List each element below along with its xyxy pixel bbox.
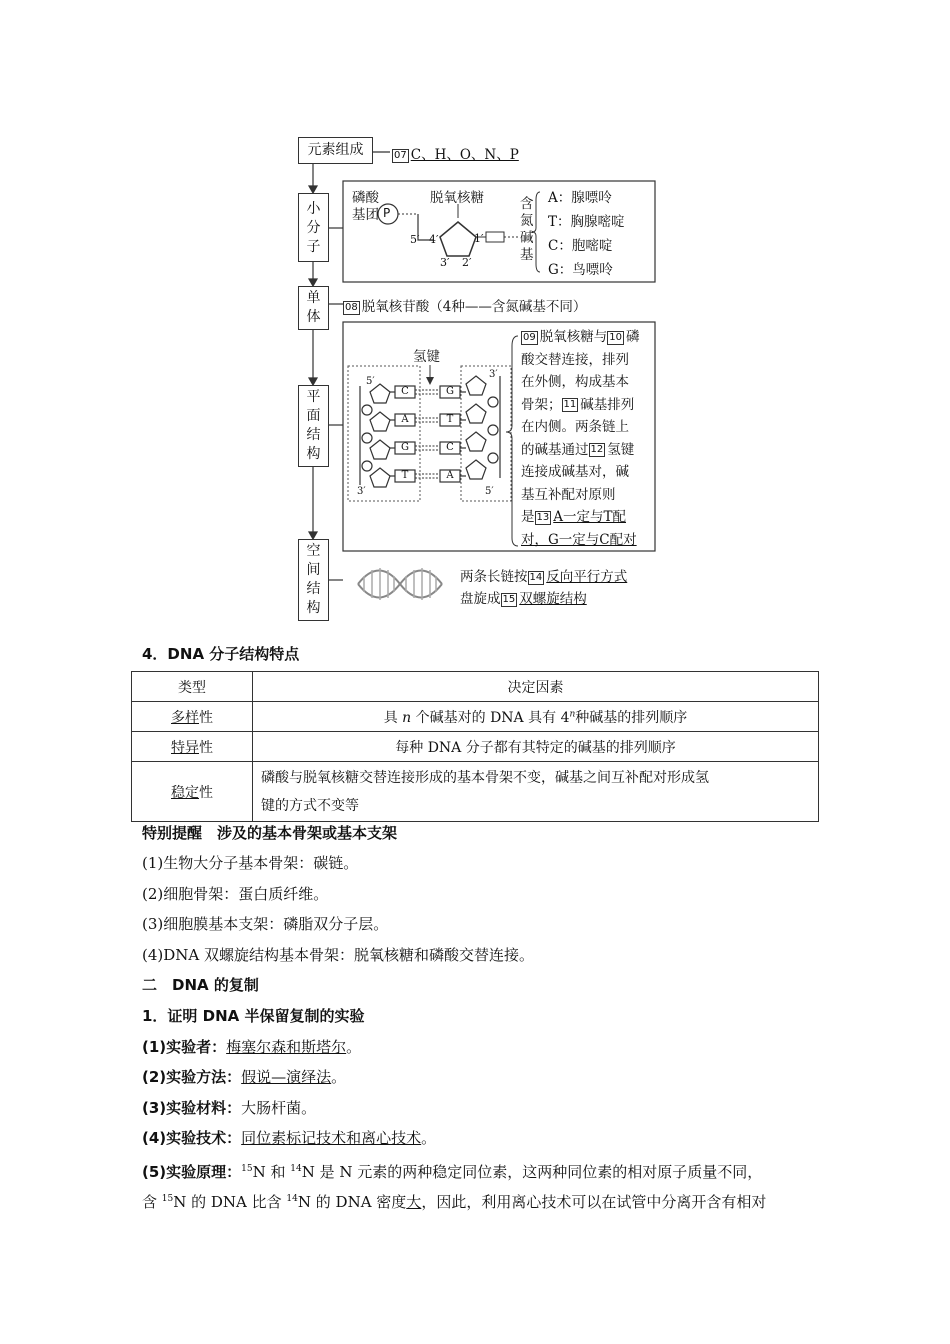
node-spatial-structure: 空 间 结 构: [298, 539, 329, 621]
node-small-molecule: 小 分 子: [298, 193, 329, 262]
note-item: (2)细胞骨架：蛋白质纤维。: [142, 885, 329, 903]
label-3prime: 3′: [440, 256, 450, 269]
note-item: (4)DNA 双螺旋结构基本骨架：脱氧核糖和磷酸交替连接。: [142, 946, 535, 964]
strand-right-5prime: 5′: [485, 486, 494, 497]
label-4prime: 4′: [429, 233, 439, 246]
section2-title: 二 DNA 的复制: [142, 976, 259, 994]
label-2prime: 2′: [462, 256, 472, 269]
base-list: A：腺嘌呤 T：胸腺嘧啶 C：胞嘧啶 G：鸟嘌呤: [548, 190, 625, 278]
item-principle: (5)实验原理：$^{15}$N 和 $^{14}$N 是 N 元素的两种稳定同位素，这两种同位素的相对原子质量不同，: [142, 1163, 763, 1181]
note-item: (3)细胞膜基本支架：磷脂双分子层。: [142, 915, 389, 933]
concept-diagram-lines: [0, 0, 950, 640]
header-type: 类型: [132, 672, 253, 702]
node-monomer: 单 体: [298, 286, 329, 330]
note-item: (1)生物大分子基本骨架：碳链。: [142, 854, 359, 872]
phosphate-label: 磷酸 基团: [352, 190, 379, 223]
table-row: 多样性 具 n 个碱基对的 DNA 具有 4$^n$种碱基的排列顺序: [132, 702, 819, 732]
phosphate-symbol: P: [383, 206, 391, 220]
item-experimenter: (1)实验者：梅塞尔森和斯塔尔。: [142, 1038, 362, 1056]
item-technique: (4)实验技术：同位素标记技术和离心技术。: [142, 1129, 437, 1147]
nitrogen-base-label: 含 氮 碱 基: [520, 196, 534, 263]
hydrogen-bond-label: 氢键: [413, 349, 440, 365]
left-base-column: C A G T: [401, 386, 409, 481]
item-method: (2)实验方法：假说—演绎法。: [142, 1068, 347, 1086]
monomer-text: 08 脱氧核苷酸（4种——含氮碱基不同）: [345, 299, 587, 315]
item-principle-cont: 含 $^{15}$N 的 DNA 比含 $^{14}$N 的 DNA 密度大，因此，利用离心技术可以在试管中分离开含有相对: [142, 1193, 767, 1211]
label-5prime: 5′: [410, 233, 420, 246]
header-factor: 决定因素: [253, 672, 819, 702]
table-header-row: [132, 672, 819, 702]
sub1-title: 1．证明 DNA 半保留复制的实验: [142, 1007, 365, 1025]
table-row: 稳定性 磷酸与脱氧核糖交替连接形成的基本骨架不变，碱基之间互补配对形成氢 键的方式不变等: [132, 762, 819, 822]
note-title: 特别提醒 涉及的基本骨架或基本支架: [142, 824, 398, 842]
sugar-label: 脱氧核糖: [430, 190, 484, 206]
spatial-description: 两条长链按 14 反向平行方式 盘旋成 15 双螺旋结构: [460, 569, 628, 607]
item-material: (3)实验材料：大肠杆菌。: [142, 1099, 317, 1117]
right-base-column: G T C A: [446, 386, 454, 481]
strand-right-3prime: 3′: [489, 369, 498, 380]
node-planar-structure: 平 面 结 构: [298, 385, 329, 467]
table-row: 特异性 每种 DNA 分子都有其特定的碱基的排列顺序: [132, 732, 819, 762]
node-element-composition: 元素组成: [298, 137, 373, 164]
elements-text: 07 C、H、O、N、P: [394, 147, 519, 163]
double-helix-icon: [358, 568, 442, 600]
marker-07: 07: [394, 149, 407, 161]
planar-description: 09 脱氧核糖与 10 磷 酸交替连接，排列 在外侧，构成基本 骨架； 11 碱基排列 在内侧。两条链上 的碱基通过 12 氢键 连接成碱基对，碱 基互补配对原则 是 13 A一定与T配 对，G一定与C配对: [521, 329, 640, 548]
strand-left-3prime: 3′: [357, 486, 366, 497]
section4-title: 4．DNA 分子结构特点: [142, 645, 300, 663]
strand-left-5prime: 5′: [366, 376, 375, 387]
dna-features-table: [131, 671, 819, 822]
label-1prime: 1′: [474, 232, 484, 245]
